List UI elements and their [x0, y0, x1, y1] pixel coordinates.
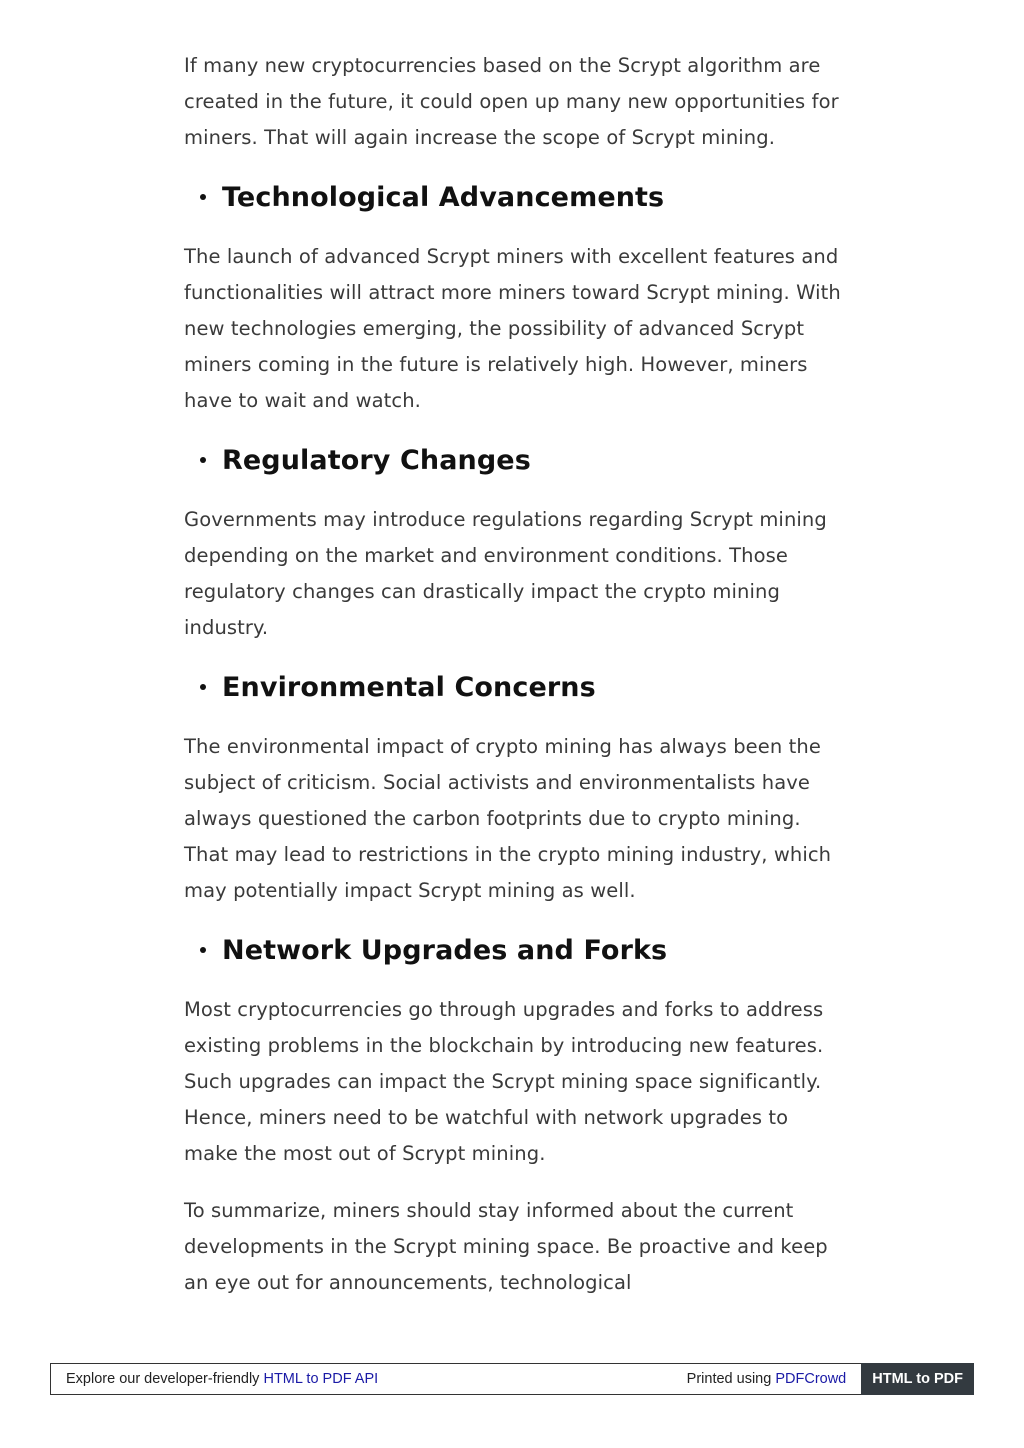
- section-heading-environmental-concerns: [184, 667, 844, 707]
- bullet-icon: [200, 947, 206, 953]
- footer-right: [687, 1371, 862, 1387]
- footer-right-text: Printed using: [686, 1371, 776, 1387]
- bullet-icon: [200, 194, 206, 200]
- bullet-icon: [200, 457, 206, 463]
- heading-text: Technological Advancements: [222, 181, 665, 213]
- section-body-regulatory-changes: Governments may introduce regulations regarding Scrypt mining depending on the market and environment conditions. Those regulatory changes can drastically impact the crypto mining industry.: [184, 508, 827, 639]
- intro-paragraph: If many new cryptocurrencies based on the Scrypt algorithm are created in the future, it could open up many new opportunities for miners. That will again increase the scope of Scrypt mining.: [184, 54, 839, 149]
- heading-text: Environmental Concerns: [222, 671, 596, 703]
- heading-text: Regulatory Changes: [222, 444, 531, 476]
- html-to-pdf-api-link[interactable]: HTML to PDF API: [263, 1371, 379, 1387]
- footer-left: [51, 1371, 687, 1387]
- heading-text: Network Upgrades and Forks: [222, 934, 668, 966]
- section-body-environmental-concerns: The environmental impact of crypto mining has always been the subject of criticism. Social activists and environmentalists have always questioned the carbon footprints due to crypto mining. That may lead to restrictions in the crypto mining industry, which may potentially impact Scrypt mining as well.: [184, 735, 832, 902]
- bullet-icon: [200, 684, 206, 690]
- html-to-pdf-badge[interactable]: HTML to PDF: [861, 1363, 974, 1395]
- pdfcrowd-footer: [50, 1363, 974, 1395]
- pdfcrowd-link[interactable]: PDFCrowd: [775, 1371, 847, 1387]
- section-heading-network-upgrades: [184, 930, 844, 970]
- article-content: [184, 48, 844, 1322]
- summary-paragraph: To summarize, miners should stay informed about the current developments in the Scrypt mining space. Be proactive and keep an eye out for announcements, technological: [184, 1199, 828, 1294]
- footer-left-text: Explore our developer-friendly: [66, 1371, 264, 1387]
- section-body-technological-advancements: The launch of advanced Scrypt miners with excellent features and functionalities will attract more miners toward Scrypt mining. With new technologies emerging, the possibility of advanced Scrypt miners coming in the future is relatively high. However, miners have to wait and watch.: [184, 245, 841, 412]
- section-body-network-upgrades: Most cryptocurrencies go through upgrades and forks to address existing problems in the blockchain by introducing new features. Such upgrades can impact the Scrypt mining space significantly. Hence, miners need to be watchful with network upgrades to make the most out of Scrypt mining.: [184, 998, 824, 1165]
- section-heading-regulatory-changes: [184, 440, 844, 480]
- section-heading-technological-advancements: [184, 177, 844, 217]
